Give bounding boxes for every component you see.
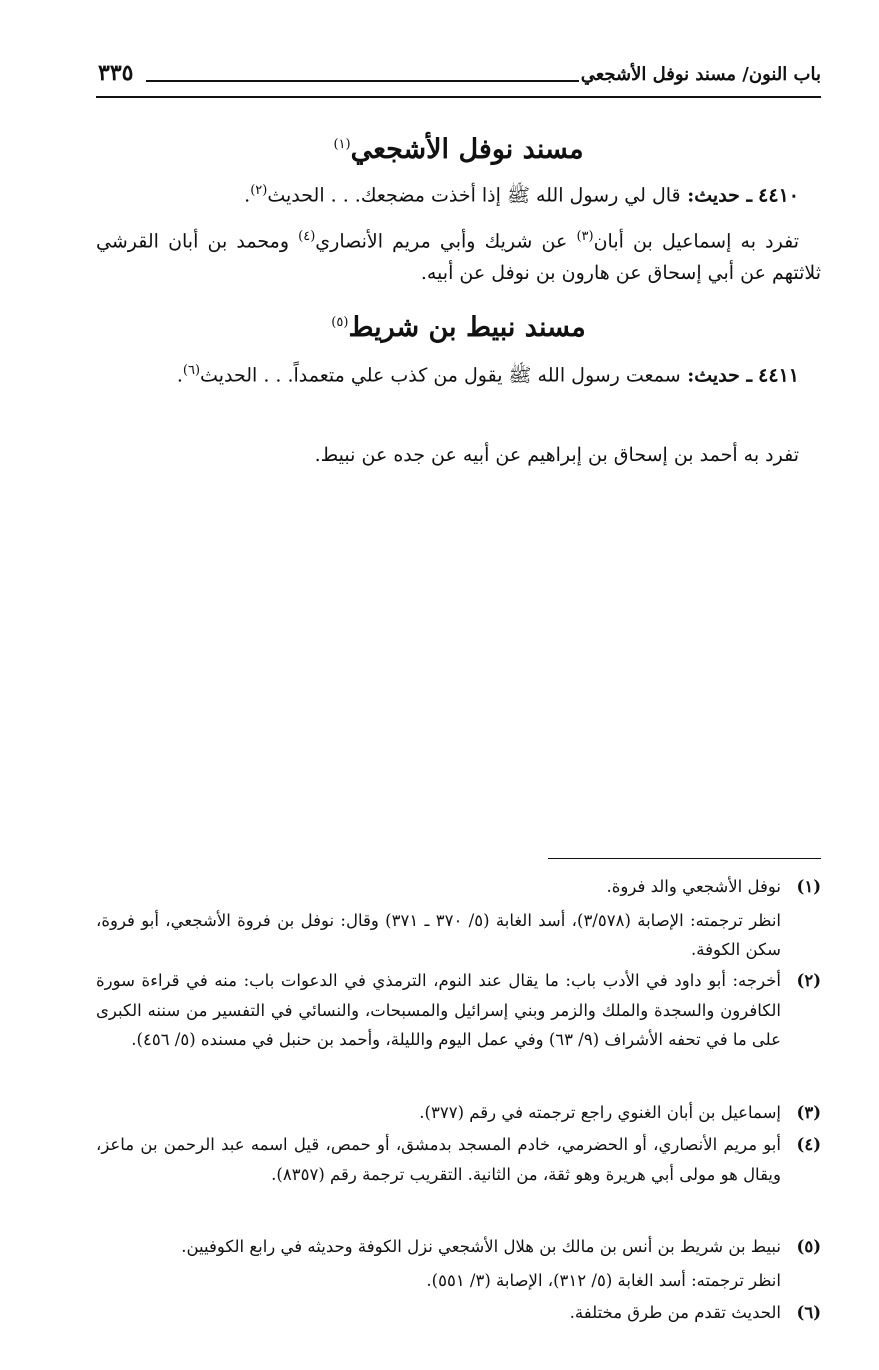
isnad-text-part: عن شريك وأبي مريم الأنصاري [315, 230, 577, 253]
running-header-title: باب النون/ مسند نوفل الأشجعي [580, 64, 821, 85]
hadith-4411: ٤٤١١ ـ حديث: سمعت رسول الله ﷺ يقول من كذب علي متعمداً. . . الحديث$^{(٦)}$. [176, 363, 799, 387]
isnad-4410 [96, 226, 821, 289]
footnote-number: (٥) [796, 1237, 821, 1256]
footnote-ref: (٥) [331, 315, 349, 330]
footnote-line: أبو مريم الأنصاري، أو الحضرمي، خادم المسجد بدمشق، أو حمص، قيل اسمه عبد الرحمن بن ماعز، ويقال هو مولى أبي هريرة وهو ثقة، من الثانية. التقريب ترجمة رقم (٨٣٥٧). [96, 1135, 781, 1184]
section-heading-nubayt [96, 312, 821, 343]
footnote-line: إسماعيل بن أبان الغنوي راجع ترجمته في رقم (٣٧٧). [419, 1103, 781, 1122]
footnote-number: (٤) [796, 1135, 821, 1154]
footnote-number: (٢) [796, 971, 821, 990]
footnote-number: (١) [796, 877, 821, 896]
section-heading-nawfal [96, 134, 821, 165]
footnote-separator [548, 858, 821, 859]
footnote-line: الحديث تقدم من طرق مختلفة. [569, 1303, 781, 1322]
hadith-label: حديث [694, 184, 740, 207]
footnote-1 [96, 872, 821, 965]
hadith-4410: ٤٤١٠ ـ حديث: قال لي رسول الله ﷺ إذا أخذت مضجعك. . . الحديث$^{(٢)}$. [244, 183, 799, 207]
footnote-line: انظر ترجمته: الإصابة (٣/٥٧٨)، أسد الغابة (٥/ ٣٧٠ ـ ٣٧١) وقال: نوفل بن فروة الأشجعي، أبو فروة، سكن الكوفة. [96, 910, 782, 960]
section-heading-text: مسند نوفل الأشجعي [350, 134, 584, 165]
hadith-label: حديث [694, 364, 740, 387]
footnote-5 [96, 1232, 821, 1295]
footnote-ref: (٤) [298, 229, 316, 244]
footnote-4 [96, 1130, 821, 1189]
isnad-text-part: ومحمد بن أبان القرشي ثلاثتهم عن أبي إسحاق عن هارون بن نوفل عن أبيه. [96, 230, 821, 284]
footnote-number: (٦) [796, 1303, 821, 1322]
isnad-4411: تفرد به أحمد بن إسحاق بن إبراهيم عن أبيه عن جده عن نبيط. [314, 444, 799, 466]
footnote-ref: (٦) [182, 363, 201, 378]
footnote-line: نبيط بن شريط بن أنس بن مالك بن هلال الأشجعي نزل الكوفة وحديثه في رابع الكوفيين. [181, 1237, 781, 1256]
footnote-3 [96, 1098, 821, 1128]
section-heading-text: مسند نبيط بن شريط [348, 312, 586, 343]
hadith-number: ٤٤١٠ [758, 184, 799, 207]
footnote-number: (٣) [796, 1103, 821, 1122]
footnote-6 [96, 1298, 821, 1328]
footnote-ref: (٣) [576, 229, 594, 244]
footnote-ref: (١) [333, 137, 351, 152]
footnote-ref: (٢) [250, 183, 268, 198]
page-number: ٣٣٥ [98, 60, 134, 86]
header-rule [96, 96, 821, 98]
header-leader-line [146, 80, 579, 82]
footnote-2 [96, 966, 821, 1055]
footnote-line: انظر ترجمته: أسد الغابة (٥/ ٣١٢)، الإصابة (٣/ ٥٥١). [426, 1270, 781, 1290]
footnote-line: نوفل الأشجعي والد فروة. [606, 877, 781, 896]
isnad-text-part: تفرد به إسماعيل بن أبان [593, 230, 800, 253]
hadith-text: قال لي رسول الله ﷺ إذا أخذت مضجعك. . . الحديث [267, 184, 681, 207]
hadith-number: ٤٤١١ [758, 364, 799, 387]
footnote-line: أخرجه: أبو داود في الأدب باب: ما يقال عند النوم، الترمذي في الدعوات باب: منه في قراءة سورة الكافرون والسجدة والملك والزمر وبني إسرائيل والمسبحات، والنسائي في التفسير من سننه الكبرى على ما في تحفه الأشراف (٩/ ٦٣) وفي عمل اليوم والليلة، وأحمد بن حنبل في مسنده (٥/ ٤٥٦). [96, 971, 781, 1050]
hadith-text: سمعت رسول الله ﷺ يقول من كذب علي متعمداً. . . الحديث [200, 364, 681, 387]
